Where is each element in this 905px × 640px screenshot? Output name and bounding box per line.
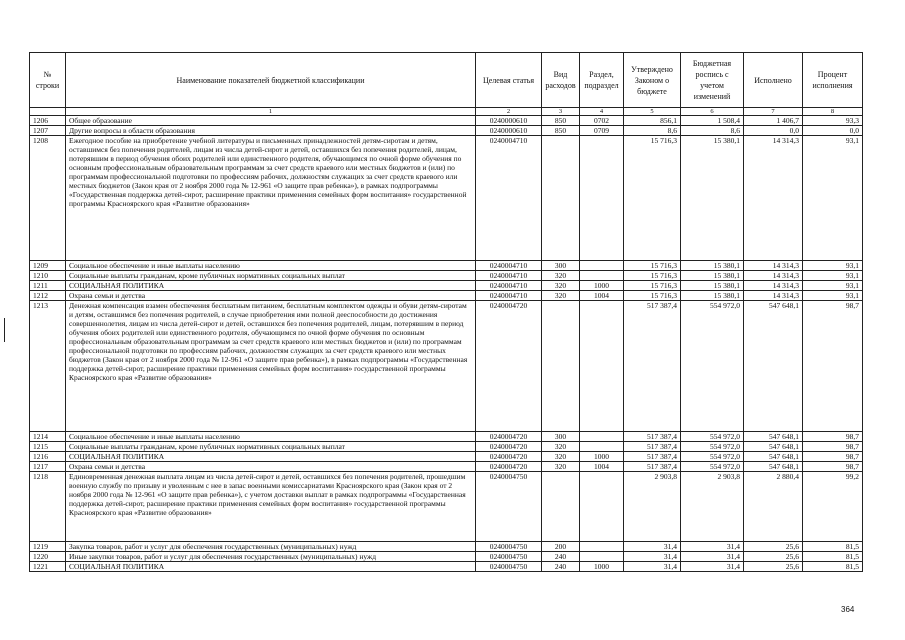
budget-table xyxy=(29,52,863,572)
row-section xyxy=(580,552,624,562)
row-percent: 99,2 xyxy=(803,472,863,542)
row-expense-type: 240 xyxy=(542,552,580,562)
row-name: СОЦИАЛЬНАЯ ПОЛИТИКА xyxy=(66,281,476,291)
row-executed: 14 314,3 xyxy=(744,271,803,281)
row-expense-type xyxy=(542,472,580,542)
row-expense-type xyxy=(542,301,580,432)
row-section xyxy=(580,271,624,281)
header-target-article: Целевая статья xyxy=(476,53,542,108)
row-expense-type: 320 xyxy=(542,281,580,291)
row-number: 1216 xyxy=(30,452,66,462)
row-section: 1000 xyxy=(580,562,624,572)
row-approved: 2 903,8 xyxy=(624,472,681,542)
row-number: 1217 xyxy=(30,462,66,472)
row-percent: 98,7 xyxy=(803,442,863,452)
row-approved: 517 387,4 xyxy=(624,462,681,472)
row-percent: 98,7 xyxy=(803,432,863,442)
row-name: СОЦИАЛЬНАЯ ПОЛИТИКА xyxy=(66,562,476,572)
row-target: 0240000610 xyxy=(476,126,542,136)
row-schedule: 15 380,1 xyxy=(681,271,744,281)
row-name: Единовременная денежная выплата лицам из числа детей-сирот и детей, оставшихся без попечения родителей, прошедшим военную службу по призыву и уволенным с нее в запас военными комиссариатами Красноярского края (Закон края от 2 ноября 2000 года № 12-961 «О защите прав ребенка»), с учетом доставки выплат в рамках подпрограммы «Государственная поддержка детей-сирот, расширение практики применения семейных форм воспитания» государственной программы Красноярского края «Развитие образования» xyxy=(66,472,476,542)
row-schedule: 2 903,8 xyxy=(681,472,744,542)
row-approved: 31,4 xyxy=(624,562,681,572)
row-expense-type: 320 xyxy=(542,291,580,301)
row-name: Социальное обеспечение и иные выплаты населению xyxy=(66,261,476,271)
header-approved: Утверждено Законом о бюджете xyxy=(624,53,681,108)
row-schedule: 554 972,0 xyxy=(681,432,744,442)
table-row xyxy=(30,552,863,562)
table-body xyxy=(30,116,863,572)
row-target: 0240004720 xyxy=(476,462,542,472)
row-expense-type: 320 xyxy=(542,452,580,462)
column-number: 1 xyxy=(66,108,476,116)
table-row xyxy=(30,301,863,432)
row-executed: 547 648,1 xyxy=(744,432,803,442)
row-target: 0240004750 xyxy=(476,552,542,562)
row-percent: 98,7 xyxy=(803,452,863,462)
row-number: 1210 xyxy=(30,271,66,281)
row-approved: 31,4 xyxy=(624,552,681,562)
header-executed: Исполнено xyxy=(744,53,803,108)
table-row xyxy=(30,291,863,301)
row-executed: 547 648,1 xyxy=(744,462,803,472)
column-number: 3 xyxy=(542,108,580,116)
table-header-row xyxy=(30,53,863,108)
row-schedule: 554 972,0 xyxy=(681,301,744,432)
row-number: 1206 xyxy=(30,116,66,126)
row-target: 0240004710 xyxy=(476,291,542,301)
row-approved: 517 387,4 xyxy=(624,301,681,432)
page-number: 364 xyxy=(841,605,855,614)
row-section xyxy=(580,432,624,442)
table-row xyxy=(30,562,863,572)
header-section: Раздел, подраздел xyxy=(580,53,624,108)
row-percent: 0,0 xyxy=(803,126,863,136)
row-expense-type: 850 xyxy=(542,116,580,126)
header-row-number: № строки xyxy=(30,53,66,108)
row-executed: 547 648,1 xyxy=(744,442,803,452)
column-number: 7 xyxy=(744,108,803,116)
row-executed: 1 406,7 xyxy=(744,116,803,126)
row-executed: 547 648,1 xyxy=(744,301,803,432)
row-expense-type: 240 xyxy=(542,562,580,572)
row-executed: 14 314,3 xyxy=(744,291,803,301)
row-section xyxy=(580,301,624,432)
column-number: 8 xyxy=(803,108,863,116)
table-row xyxy=(30,281,863,291)
row-target: 0240000610 xyxy=(476,116,542,126)
row-approved: 517 387,4 xyxy=(624,452,681,462)
row-expense-type: 850 xyxy=(542,126,580,136)
column-number: 6 xyxy=(681,108,744,116)
column-number-row xyxy=(30,108,863,116)
row-section: 0709 xyxy=(580,126,624,136)
row-target: 0240004710 xyxy=(476,136,542,261)
row-section: 1004 xyxy=(580,462,624,472)
header-schedule: Бюджетная роспись с учетом изменений xyxy=(681,53,744,108)
row-approved: 31,4 xyxy=(624,542,681,552)
row-name: Денежная компенсация взамен обеспечения бесплатным питанием, бесплатным комплектом одежды и обуви детям-сиротам и детям, оставшимся без попечения родителей, в случае приобретения ими полной дееспособности до достижения совершеннолетия, лицам из числа детей-сирот и детей, оставшихся без попечения родителей, лицам, потерявшим в период обучения обоих родителей или единственного родителя, обучающимся по очной форме обучения по основным профессиональным образовательным программам за счет средств краевого или местных бюджетов и (или) по программам профессиональной подготовки по профессиям рабочих, должностям служащих за счет средств краевого или местных бюджетов (Закон края от 2 ноября 2000 года № 12-961 «О защите прав ребенка»), в рамках подпрограммы «Государственная поддержка детей-сирот, расширение практики применения семейных форм воспитания» государственной программы Красноярского края «Развитие образования» xyxy=(66,301,476,432)
row-number: 1213 xyxy=(30,301,66,432)
row-approved: 15 716,3 xyxy=(624,281,681,291)
row-approved: 8,6 xyxy=(624,126,681,136)
row-name: Социальные выплаты гражданам, кроме публичных нормативных социальных выплат xyxy=(66,271,476,281)
table-row xyxy=(30,116,863,126)
row-target: 0240004750 xyxy=(476,542,542,552)
row-number: 1208 xyxy=(30,136,66,261)
row-name: СОЦИАЛЬНАЯ ПОЛИТИКА xyxy=(66,452,476,462)
header-name: Наименование показателей бюджетной классификации xyxy=(66,53,476,108)
row-percent: 98,7 xyxy=(803,301,863,432)
row-name: Иные закупки товаров, работ и услуг для обеспечения государственных (муниципальных) нужд xyxy=(66,552,476,562)
row-expense-type: 320 xyxy=(542,462,580,472)
row-expense-type: 200 xyxy=(542,542,580,552)
row-approved: 856,1 xyxy=(624,116,681,126)
row-target: 0240004720 xyxy=(476,452,542,462)
row-percent: 81,5 xyxy=(803,542,863,552)
row-executed: 14 314,3 xyxy=(744,136,803,261)
row-percent: 81,5 xyxy=(803,552,863,562)
row-number: 1218 xyxy=(30,472,66,542)
row-number: 1221 xyxy=(30,562,66,572)
row-approved: 517 387,4 xyxy=(624,442,681,452)
row-executed: 2 880,4 xyxy=(744,472,803,542)
row-expense-type: 320 xyxy=(542,271,580,281)
row-number: 1212 xyxy=(30,291,66,301)
row-name: Закупка товаров, работ и услуг для обеспечения государственных (муниципальных) нужд xyxy=(66,542,476,552)
row-executed: 25,6 xyxy=(744,562,803,572)
row-expense-type: 300 xyxy=(542,261,580,271)
row-schedule: 554 972,0 xyxy=(681,442,744,452)
row-executed: 14 314,3 xyxy=(744,261,803,271)
row-expense-type: 300 xyxy=(542,432,580,442)
row-target: 0240004750 xyxy=(476,562,542,572)
row-percent: 93,1 xyxy=(803,136,863,261)
row-target: 0240004720 xyxy=(476,432,542,442)
row-percent: 81,5 xyxy=(803,562,863,572)
row-name: Охрана семьи и детства xyxy=(66,462,476,472)
row-executed: 14 314,3 xyxy=(744,281,803,291)
row-executed: 25,6 xyxy=(744,552,803,562)
row-executed: 0,0 xyxy=(744,126,803,136)
row-approved: 517 387,4 xyxy=(624,432,681,442)
table-row xyxy=(30,126,863,136)
row-expense-type xyxy=(542,136,580,261)
row-number: 1214 xyxy=(30,432,66,442)
table-row xyxy=(30,452,863,462)
row-schedule: 554 972,0 xyxy=(681,452,744,462)
column-number xyxy=(30,108,66,116)
row-section xyxy=(580,136,624,261)
row-section: 0702 xyxy=(580,116,624,126)
table-row xyxy=(30,442,863,452)
row-percent: 93,1 xyxy=(803,291,863,301)
row-schedule: 554 972,0 xyxy=(681,462,744,472)
row-name: Социальные выплаты гражданам, кроме публичных нормативных социальных выплат xyxy=(66,442,476,452)
table-row xyxy=(30,472,863,542)
row-schedule: 15 380,1 xyxy=(681,291,744,301)
row-name: Другие вопросы в области образования xyxy=(66,126,476,136)
row-schedule: 31,4 xyxy=(681,542,744,552)
row-number: 1219 xyxy=(30,542,66,552)
row-number: 1220 xyxy=(30,552,66,562)
row-executed: 547 648,1 xyxy=(744,452,803,462)
row-schedule: 31,4 xyxy=(681,552,744,562)
row-percent: 93,1 xyxy=(803,281,863,291)
row-name: Охрана семьи и детства xyxy=(66,291,476,301)
header-percent: Процент исполнения xyxy=(803,53,863,108)
row-section xyxy=(580,472,624,542)
table-row xyxy=(30,462,863,472)
row-number: 1211 xyxy=(30,281,66,291)
row-approved: 15 716,3 xyxy=(624,271,681,281)
row-section xyxy=(580,442,624,452)
row-target: 0240004710 xyxy=(476,271,542,281)
row-schedule: 15 380,1 xyxy=(681,136,744,261)
table-row xyxy=(30,136,863,261)
row-approved: 15 716,3 xyxy=(624,136,681,261)
table-row xyxy=(30,261,863,271)
row-name: Социальное обеспечение и иные выплаты населению xyxy=(66,432,476,442)
row-approved: 15 716,3 xyxy=(624,291,681,301)
row-percent: 93,3 xyxy=(803,116,863,126)
table-row xyxy=(30,271,863,281)
row-target: 0240004720 xyxy=(476,442,542,452)
row-schedule: 15 380,1 xyxy=(681,281,744,291)
row-expense-type: 320 xyxy=(542,442,580,452)
row-schedule: 31,4 xyxy=(681,562,744,572)
row-percent: 98,7 xyxy=(803,462,863,472)
column-number: 4 xyxy=(580,108,624,116)
row-target: 0240004750 xyxy=(476,472,542,542)
table-row xyxy=(30,542,863,552)
row-name: Ежегодное пособие на приобретение учебной литературы и письменных принадлежностей детям-сиротам и детям, оставшимся без попечения родителей, лицам из числа детей-сирот и детей, оставшихся без попечения родителей, лицам, потерявшим в период обучения обоих родителей или единственного родителя, обучающимся по очной форме обучения по основным профессиональным образовательным программам за счет средств краевого или местных бюджетов и (или) по программам профессиональной подготовки по профессиям рабочих, должностям служащих за счет средств краевого или местных бюджетов (Закон края от 2 ноября 2000 года № 12-961 «О защите прав ребенка»), в рамках подпрограммы «Государственная поддержка детей-сирот, расширение практики применения семейных форм воспитания» государственной программы Красноярского края «Развитие образования» xyxy=(66,136,476,261)
row-percent: 93,1 xyxy=(803,271,863,281)
row-target: 0240004710 xyxy=(476,281,542,291)
row-executed: 25,6 xyxy=(744,542,803,552)
page-edge-mark xyxy=(4,318,5,342)
row-target: 0240004720 xyxy=(476,301,542,432)
row-target: 0240004710 xyxy=(476,261,542,271)
row-schedule: 15 380,1 xyxy=(681,261,744,271)
header-expense-type: Вид расходов xyxy=(542,53,580,108)
row-number: 1215 xyxy=(30,442,66,452)
row-percent: 93,1 xyxy=(803,261,863,271)
row-name: Общее образование xyxy=(66,116,476,126)
table-row xyxy=(30,432,863,442)
row-schedule: 1 508,4 xyxy=(681,116,744,126)
row-schedule: 8,6 xyxy=(681,126,744,136)
row-section: 1004 xyxy=(580,291,624,301)
row-section xyxy=(580,261,624,271)
row-number: 1207 xyxy=(30,126,66,136)
row-section xyxy=(580,542,624,552)
row-approved: 15 716,3 xyxy=(624,261,681,271)
row-section: 1000 xyxy=(580,452,624,462)
row-number: 1209 xyxy=(30,261,66,271)
column-number: 5 xyxy=(624,108,681,116)
column-number: 2 xyxy=(476,108,542,116)
row-section: 1000 xyxy=(580,281,624,291)
